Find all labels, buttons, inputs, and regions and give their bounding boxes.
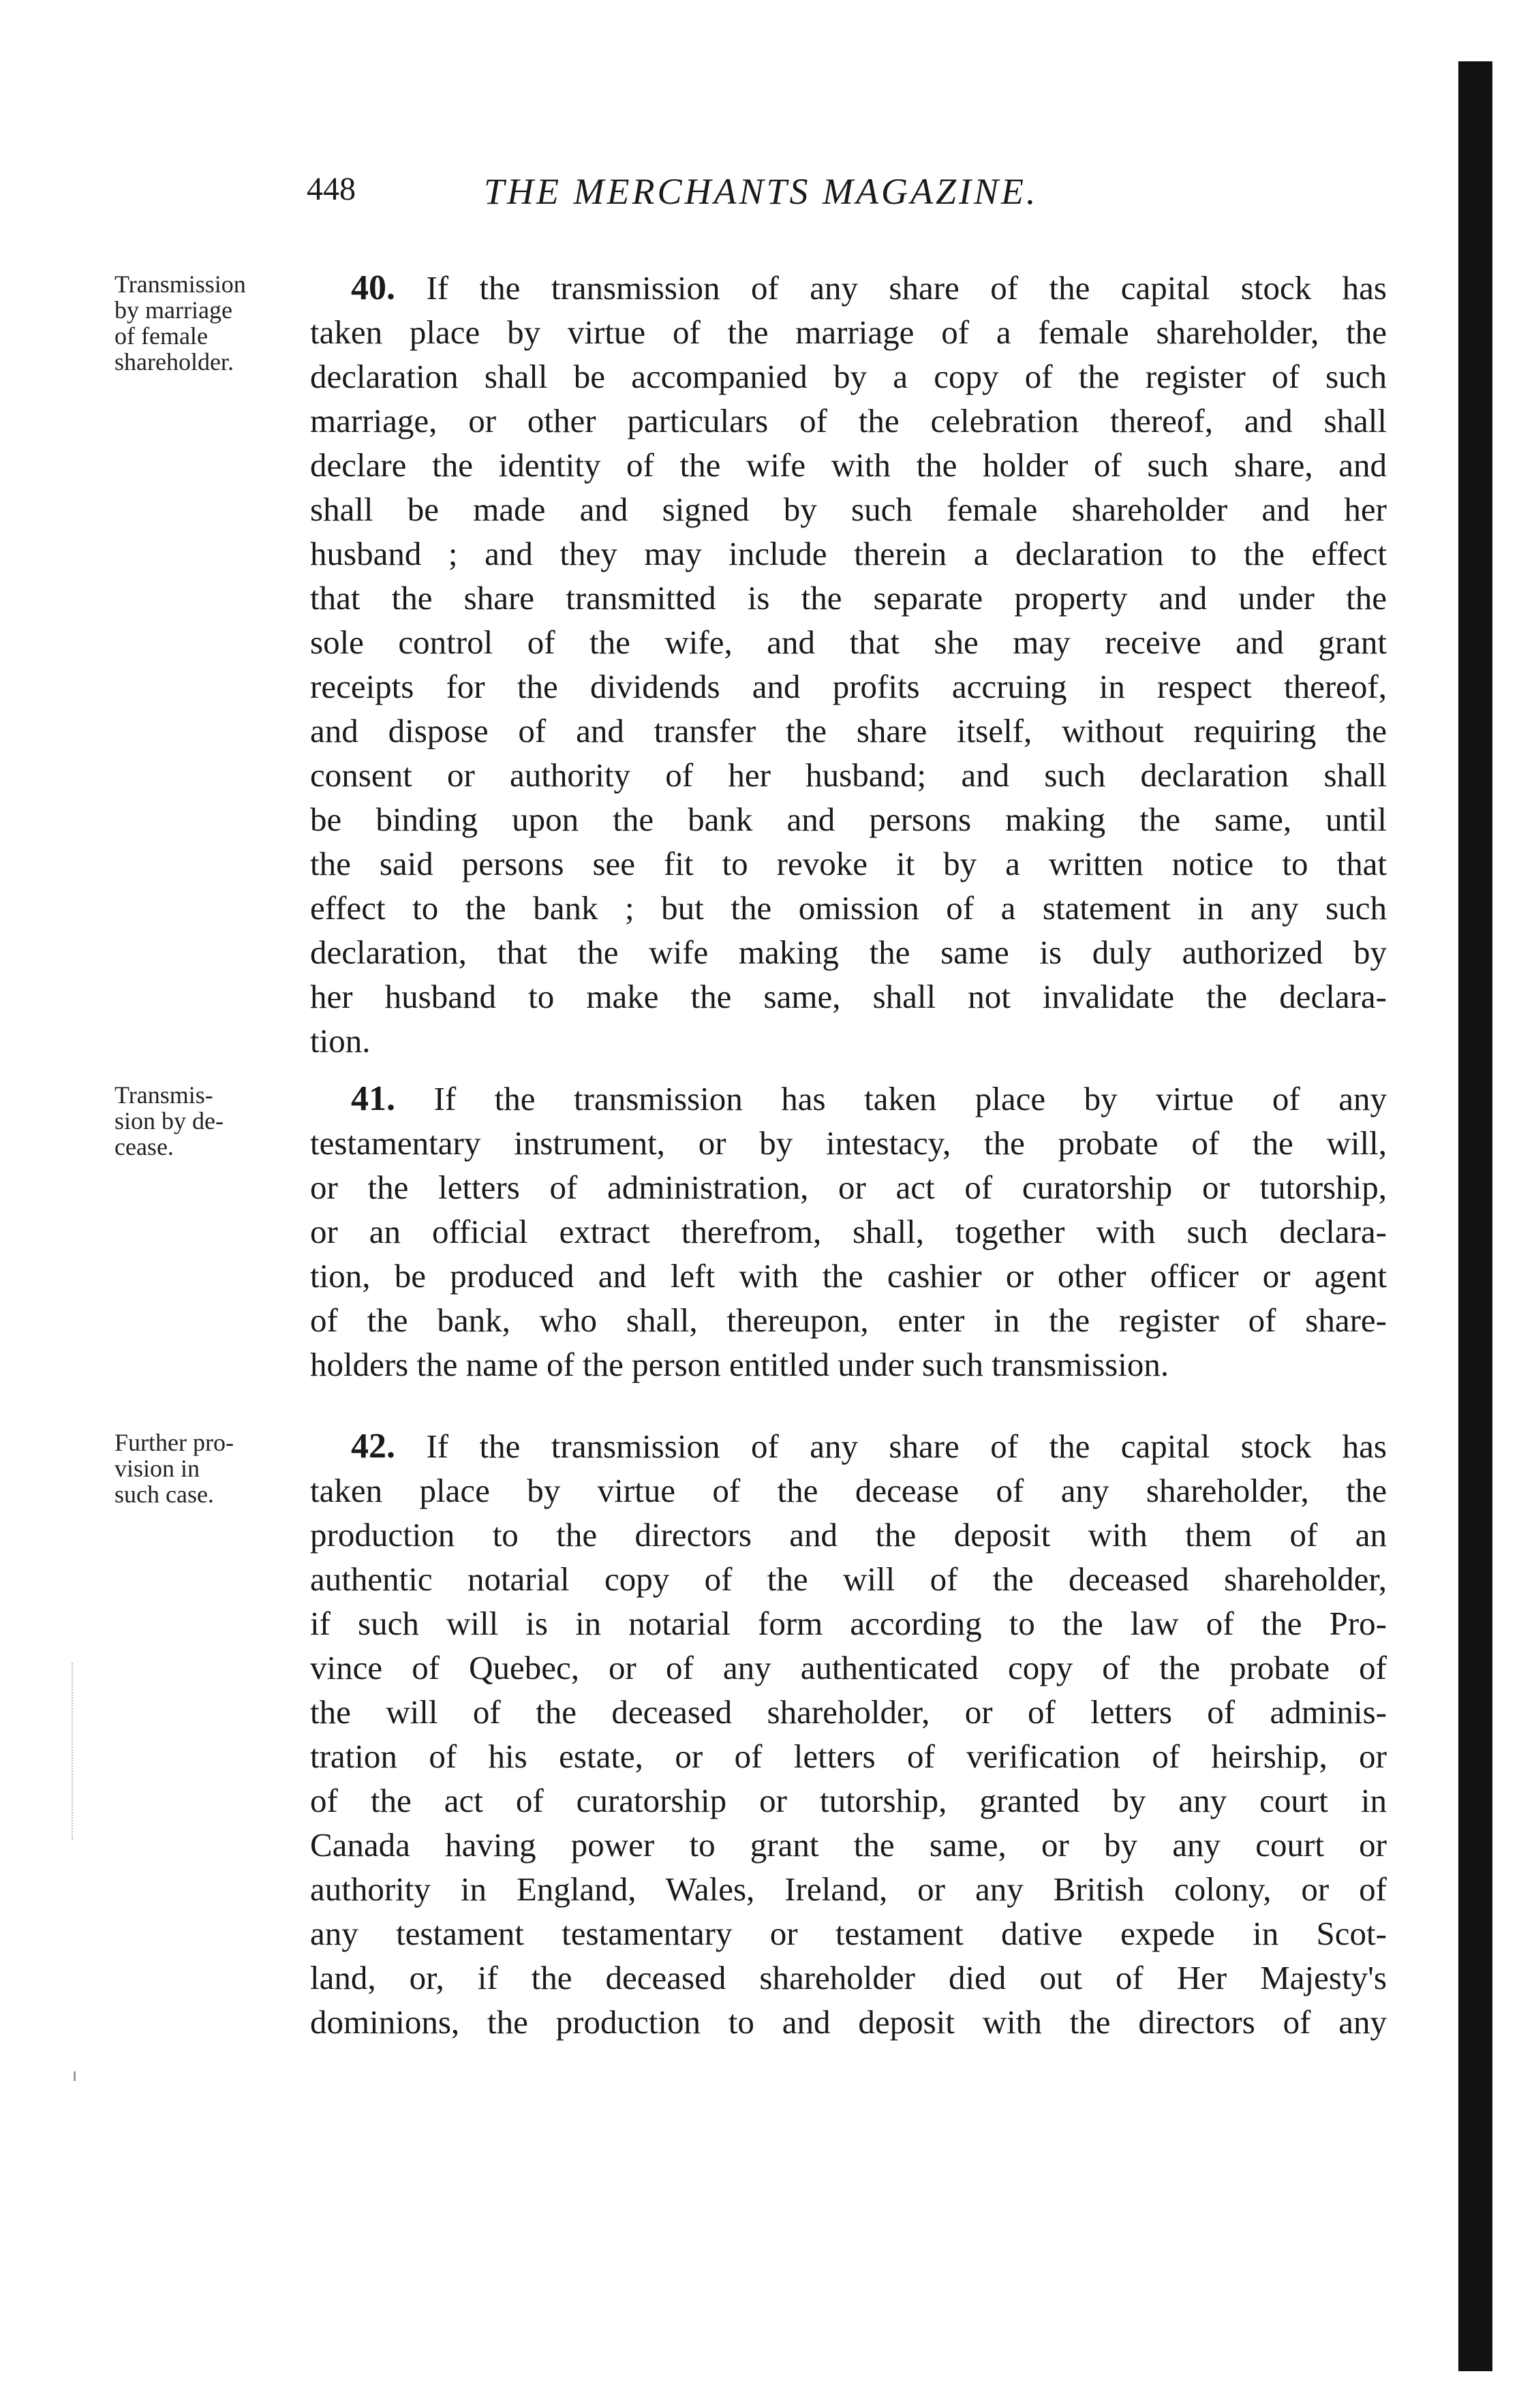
text-line: declare the identity of the wife with the holder of such share, and (310, 446, 1387, 484)
sidenote-line: Further pro- (114, 1429, 234, 1456)
text-line: if such will is in notarial form according to the law of the Pro- (310, 1605, 1387, 1642)
text-line: authentic notarial copy of the will of the deceased shareholder, (310, 1560, 1387, 1598)
text-line: her husband to make the same, shall not invalidate the declara- (310, 978, 1387, 1015)
sidenote-line: shareholder. (114, 348, 234, 375)
section-number: 42. (351, 1427, 395, 1466)
text-line: husband ; and they may include therein a declaration to the effect (310, 535, 1387, 572)
text-line: effect to the bank ; but the omission of a statement in any such (310, 889, 1387, 927)
text-line: 41. If the transmission has taken place by virtue of any (351, 1079, 1387, 1118)
section-41-text (310, 1077, 1387, 1387)
text-line: of the bank, who shall, thereupon, enter in the register of share- (310, 1301, 1387, 1339)
text-line: Canada having power to grant the same, or by any court or (310, 1826, 1387, 1864)
sidenote-transmission-by-marriage (114, 271, 319, 375)
section-number: 40. (351, 268, 395, 307)
text-line: declaration, that the wife making the same is duly authorized by (310, 933, 1387, 971)
text-line: taken place by virtue of the marriage of a female shareholder, the (310, 313, 1387, 351)
sidenote-line: Transmission (114, 271, 246, 298)
text-line: 42. If the transmission of any share of the capital stock has (351, 1427, 1387, 1466)
page-header (307, 170, 1397, 225)
text-line: dominions, the production to and deposit with the directors of any (310, 2003, 1387, 2041)
text-line: receipts for the dividends and profits accruing in respect thereof, (310, 668, 1387, 705)
sidenote-transmission-by-decease (114, 1082, 319, 1160)
sidenote-further-provision (114, 1430, 319, 1507)
text-line: shall be made and signed by such female shareholder and her (310, 491, 1387, 528)
text-line: marriage, or other particulars of the celebration thereof, and shall (310, 402, 1387, 439)
text-line: production to the directors and the deposit with them of an (310, 1516, 1387, 1554)
section-41 (0, 1077, 1445, 1404)
text-line: 40. If the transmission of any share of the capital stock has (351, 268, 1387, 307)
sidenote-line: by marriage (114, 296, 232, 324)
text-line: tion. (310, 1022, 371, 1060)
text-line: authority in England, Wales, Ireland, or any British colony, or of (310, 1870, 1387, 1908)
text-line: taken place by virtue of the decease of any shareholder, the (310, 1472, 1387, 1509)
section-42-text (310, 1424, 1387, 2044)
section-40-text (310, 266, 1387, 1063)
section-number: 41. (351, 1079, 395, 1118)
text-line: that the share transmitted is the separate property and under the (310, 579, 1387, 617)
text-line: tration of his estate, or of letters of verification of heirship, or (310, 1738, 1387, 1775)
text-line: holders the name of the person entitled under such transmission. (310, 1346, 1169, 1383)
text-line: tion, be produced and left with the cashier or other officer or agent (310, 1257, 1387, 1295)
text-line: declaration shall be accompanied by a copy of the register of such (310, 358, 1387, 395)
text-line: and dispose of and transfer the share itself, without requiring the (310, 712, 1387, 750)
sidenote-line: such case. (114, 1481, 214, 1508)
stray-mark (74, 2071, 76, 2081)
sidenote-line: of female (114, 322, 208, 350)
text-line: land, or, if the deceased shareholder died out of Her Majesty's (310, 1959, 1387, 1996)
text-line: be binding upon the bank and persons making the same, until (310, 801, 1387, 838)
sidenote-line: sion by de- (114, 1107, 224, 1134)
running-title: THE MERCHANTS MAGAZINE. (484, 171, 1039, 212)
text-line: the will of the deceased shareholder, or of letters of adminis- (310, 1693, 1387, 1731)
text-line: or an official extract therefrom, shall, together with such declara- (310, 1213, 1387, 1250)
text-line: any testament testamentary or testament dative expede in Scot- (310, 1915, 1387, 1952)
text-line: consent or authority of her husband; and such declaration shall (310, 756, 1387, 794)
page-edge-shadow (1458, 61, 1492, 2371)
sidenote-line: vision in (114, 1455, 200, 1482)
text-line: of the act of curatorship or tutorship, granted by any court in (310, 1782, 1387, 1819)
text-line: testamentary instrument, or by intestacy, the probate of the will, (310, 1124, 1387, 1162)
page-number: 448 (307, 171, 356, 207)
section-42 (0, 1424, 1445, 2065)
sidenote-line: Transmis- (114, 1081, 213, 1109)
text-line: or the letters of administration, or act of curatorship or tutorship, (310, 1169, 1387, 1206)
text-line: the said persons see fit to revoke it by a written notice to that (310, 845, 1387, 882)
section-40 (0, 266, 1445, 1070)
text-line: sole control of the wife, and that she may receive and grant (310, 623, 1387, 661)
text-line: vince of Quebec, or of any authenticated copy of the probate of (310, 1649, 1387, 1686)
gutter-mark (72, 1663, 76, 1840)
sidenote-line: cease. (114, 1133, 174, 1160)
